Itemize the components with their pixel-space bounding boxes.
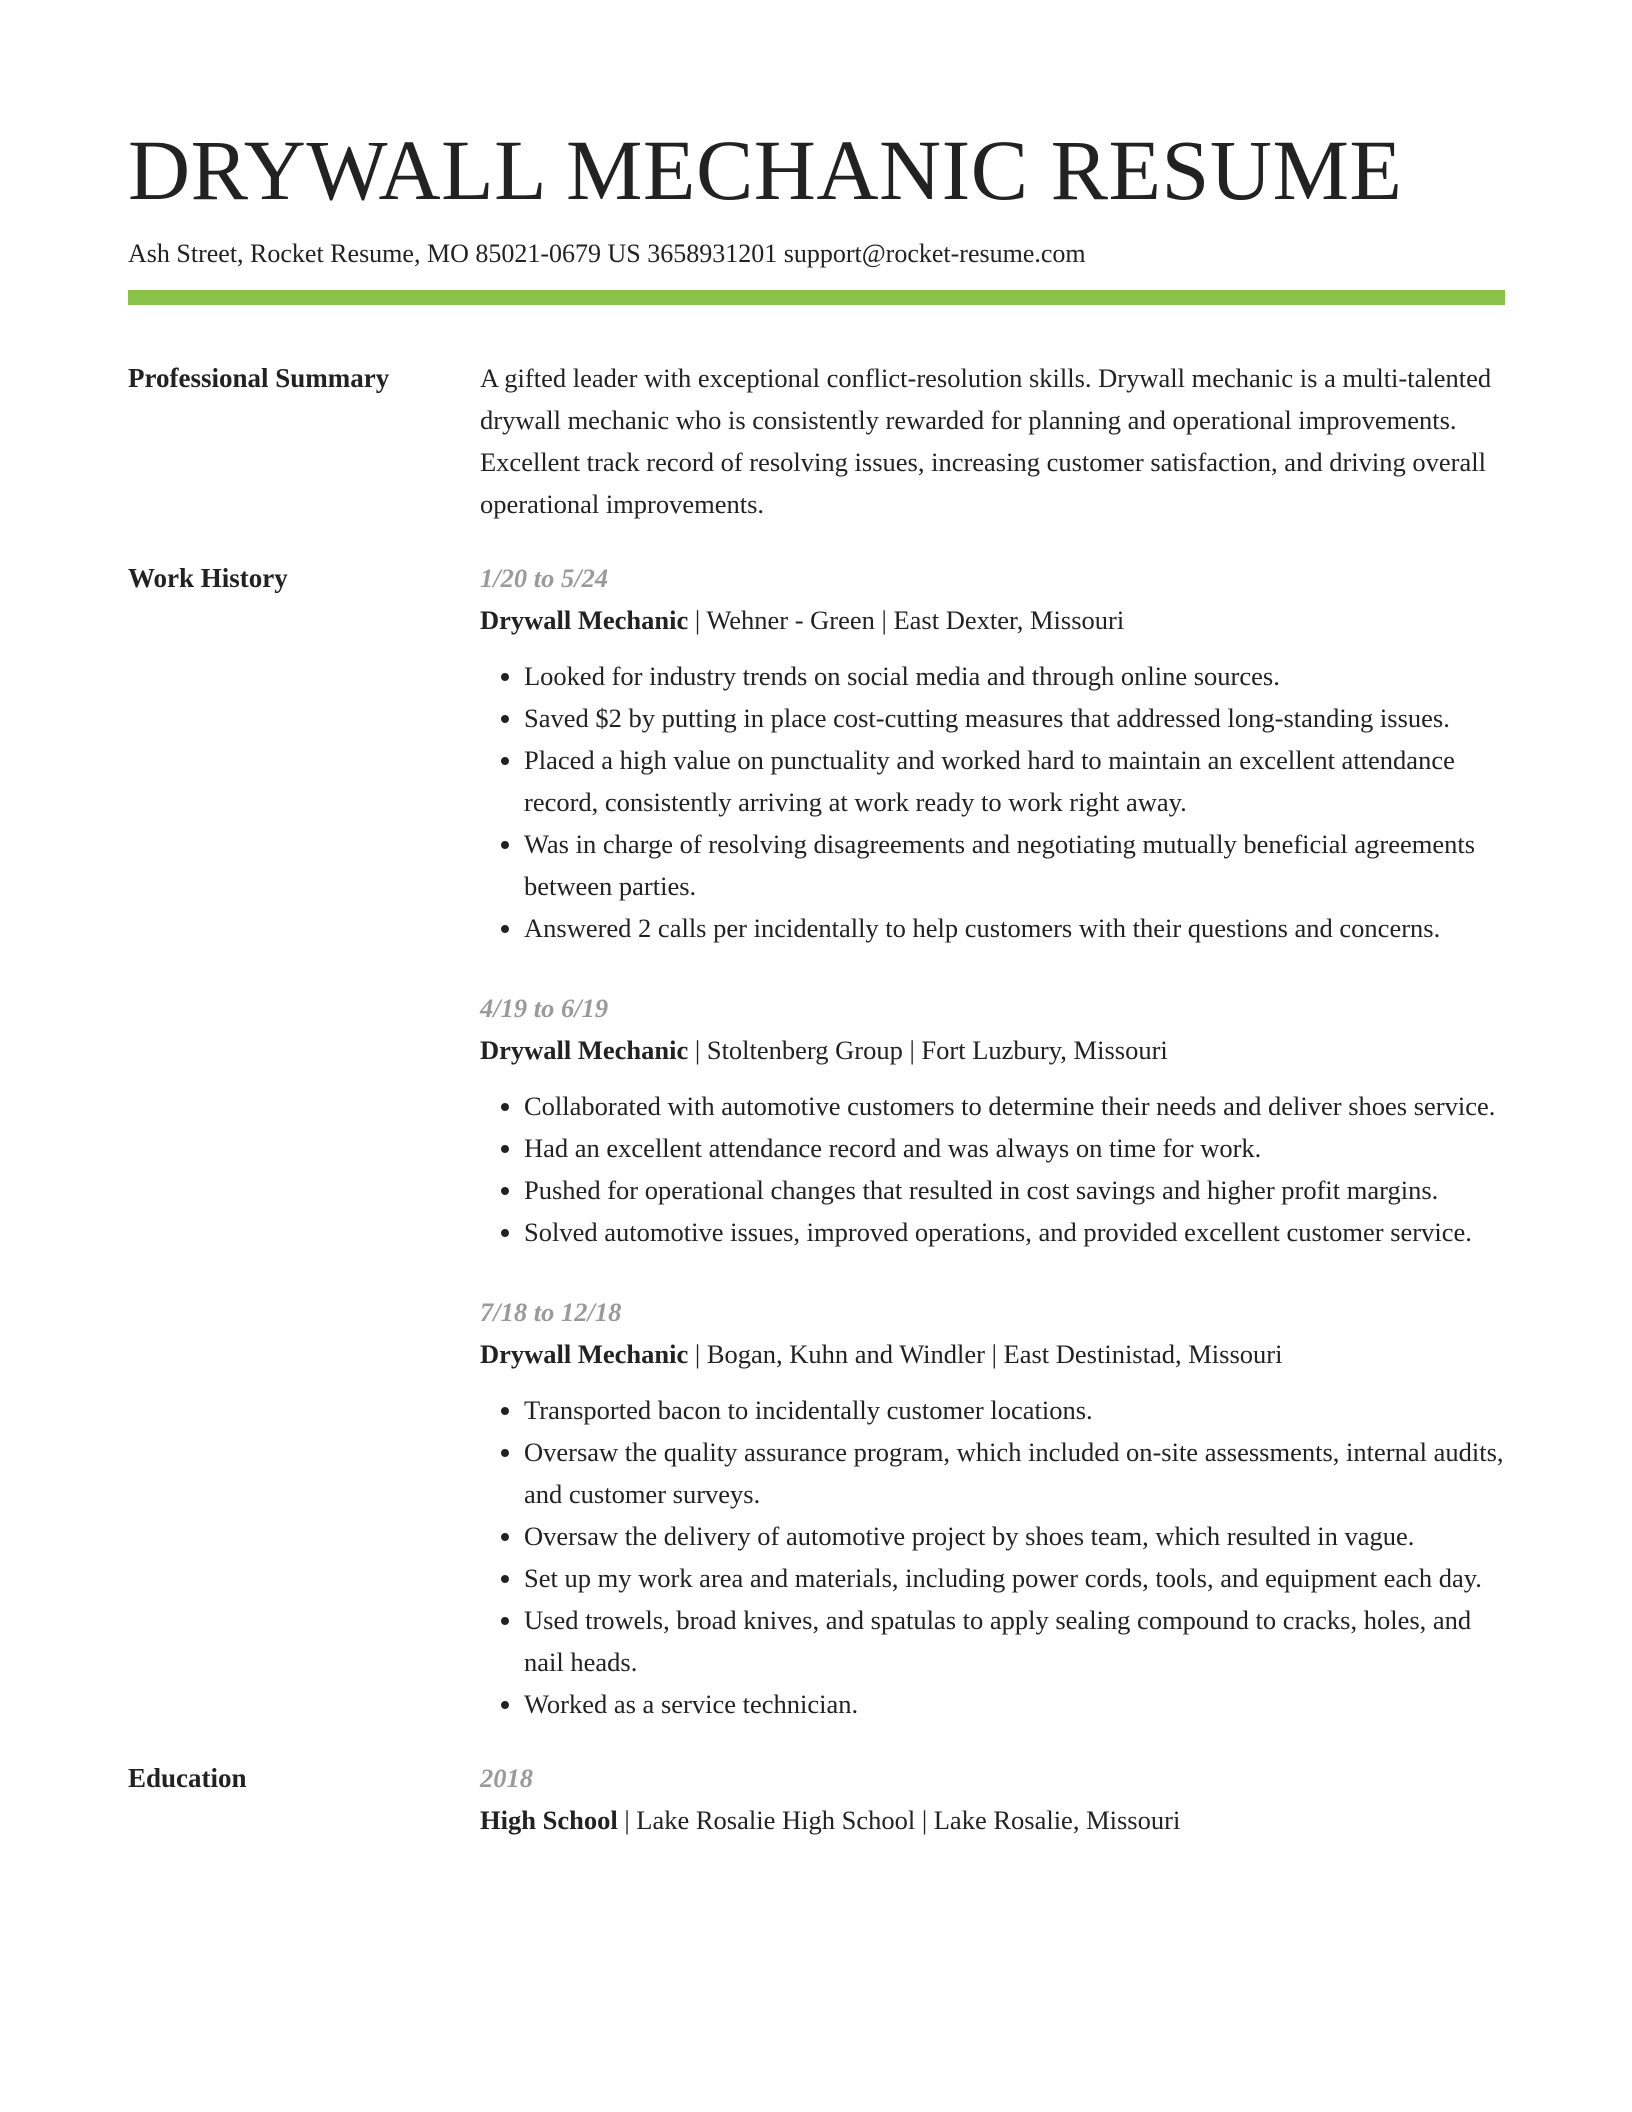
resume-title: DRYWALL MECHANIC RESUME xyxy=(128,122,1403,218)
summary-text: A gifted leader with exceptional conflict-resolution skills. Drywall mechanic is a multi-talented drywall mechanic who is consistently rewarded for planning and operational improvements. Excellent track record of resolving issues, increasing customer satisfaction, and driving overall operational improvements. xyxy=(480,363,1492,519)
job-date: 1/20 to 5/24 xyxy=(480,563,609,593)
work-history-label: Work History xyxy=(128,563,288,593)
job-bullet: • Pushed for operational changes that resulted in cost savings and higher profit margins. xyxy=(524,1169,1505,1211)
job-bullet: • Worked as a service technician. xyxy=(524,1683,1505,1725)
job-bullet: • Used trowels, broad knives, and spatulas to apply sealing compound to cracks, holes, and nail heads. xyxy=(524,1599,1505,1683)
job-bullet: • Saved $2 by putting in place cost-cutting measures that addressed long-standing issues. xyxy=(524,697,1505,739)
job-list xyxy=(480,557,1505,1725)
job-bullet: • Answered 2 calls per incidentally to help customers with their questions and concerns. xyxy=(524,907,1505,949)
education-degree: High School xyxy=(480,1805,618,1835)
job-details: | Wehner - Green | East Dexter, Missouri xyxy=(688,605,1125,635)
summary-label: Professional Summary xyxy=(128,363,390,393)
job-role: Drywall Mechanic xyxy=(480,1339,689,1369)
job-details: | Bogan, Kuhn and Windler | East Destinistad, Missouri xyxy=(688,1339,1283,1369)
job-date: 7/18 to 12/18 xyxy=(480,1297,622,1327)
job-line xyxy=(480,599,1505,641)
summary-section xyxy=(128,357,1505,525)
education-section xyxy=(128,1757,1505,1841)
job-bullet: • Set up my work area and materials, including power cords, tools, and equipment each day. xyxy=(524,1557,1505,1599)
job-bullet: • Had an excellent attendance record and was always on time for work. xyxy=(524,1127,1505,1169)
job-role: Drywall Mechanic xyxy=(480,1035,689,1065)
education-date: 2018 xyxy=(480,1763,533,1793)
job-line xyxy=(480,1333,1505,1375)
job-entry xyxy=(480,557,1505,949)
job-bullet: • Oversaw the quality assurance program, which included on-site assessments, internal audits, and customer surveys. xyxy=(524,1431,1505,1515)
job-bullet: • Transported bacon to incidentally customer locations. xyxy=(524,1389,1505,1431)
job-bullet: • Oversaw the delivery of automotive project by shoes team, which resulted in vague. xyxy=(524,1515,1505,1557)
job-bullet: • Solved automotive issues, improved operations, and provided excellent customer service. xyxy=(524,1211,1505,1253)
education-line xyxy=(480,1799,1505,1841)
job-line xyxy=(480,1029,1505,1071)
job-bullet: • Collaborated with automotive customers to determine their needs and deliver shoes service. xyxy=(524,1085,1505,1127)
work-history-section xyxy=(128,557,1505,1725)
education-details: | Lake Rosalie High School | Lake Rosalie, Missouri xyxy=(617,1805,1181,1835)
job-date: 4/19 to 6/19 xyxy=(480,993,609,1023)
job-entry xyxy=(480,987,1505,1253)
contact-line: Ash Street, Rocket Resume, MO 85021-0679 US 3658931201 support@rocket-resume.com xyxy=(128,239,1086,268)
job-entry xyxy=(480,1291,1505,1725)
education-label: Education xyxy=(128,1763,247,1793)
header-divider xyxy=(128,290,1505,305)
job-role: Drywall Mechanic xyxy=(480,605,689,635)
job-bullet: • Was in charge of resolving disagreements and negotiating mutually beneficial agreements between parties. xyxy=(524,823,1505,907)
job-bullets xyxy=(480,655,1505,949)
job-bullet: • Looked for industry trends on social media and through online sources. xyxy=(524,655,1505,697)
job-bullets xyxy=(480,1389,1505,1725)
job-bullets xyxy=(480,1085,1505,1253)
job-bullet: • Placed a high value on punctuality and worked hard to maintain an excellent attendance record, consistently arriving at work ready to work right away. xyxy=(524,739,1505,823)
resume-page xyxy=(128,118,1505,1841)
job-details: | Stoltenberg Group | Fort Luzbury, Missouri xyxy=(688,1035,1168,1065)
